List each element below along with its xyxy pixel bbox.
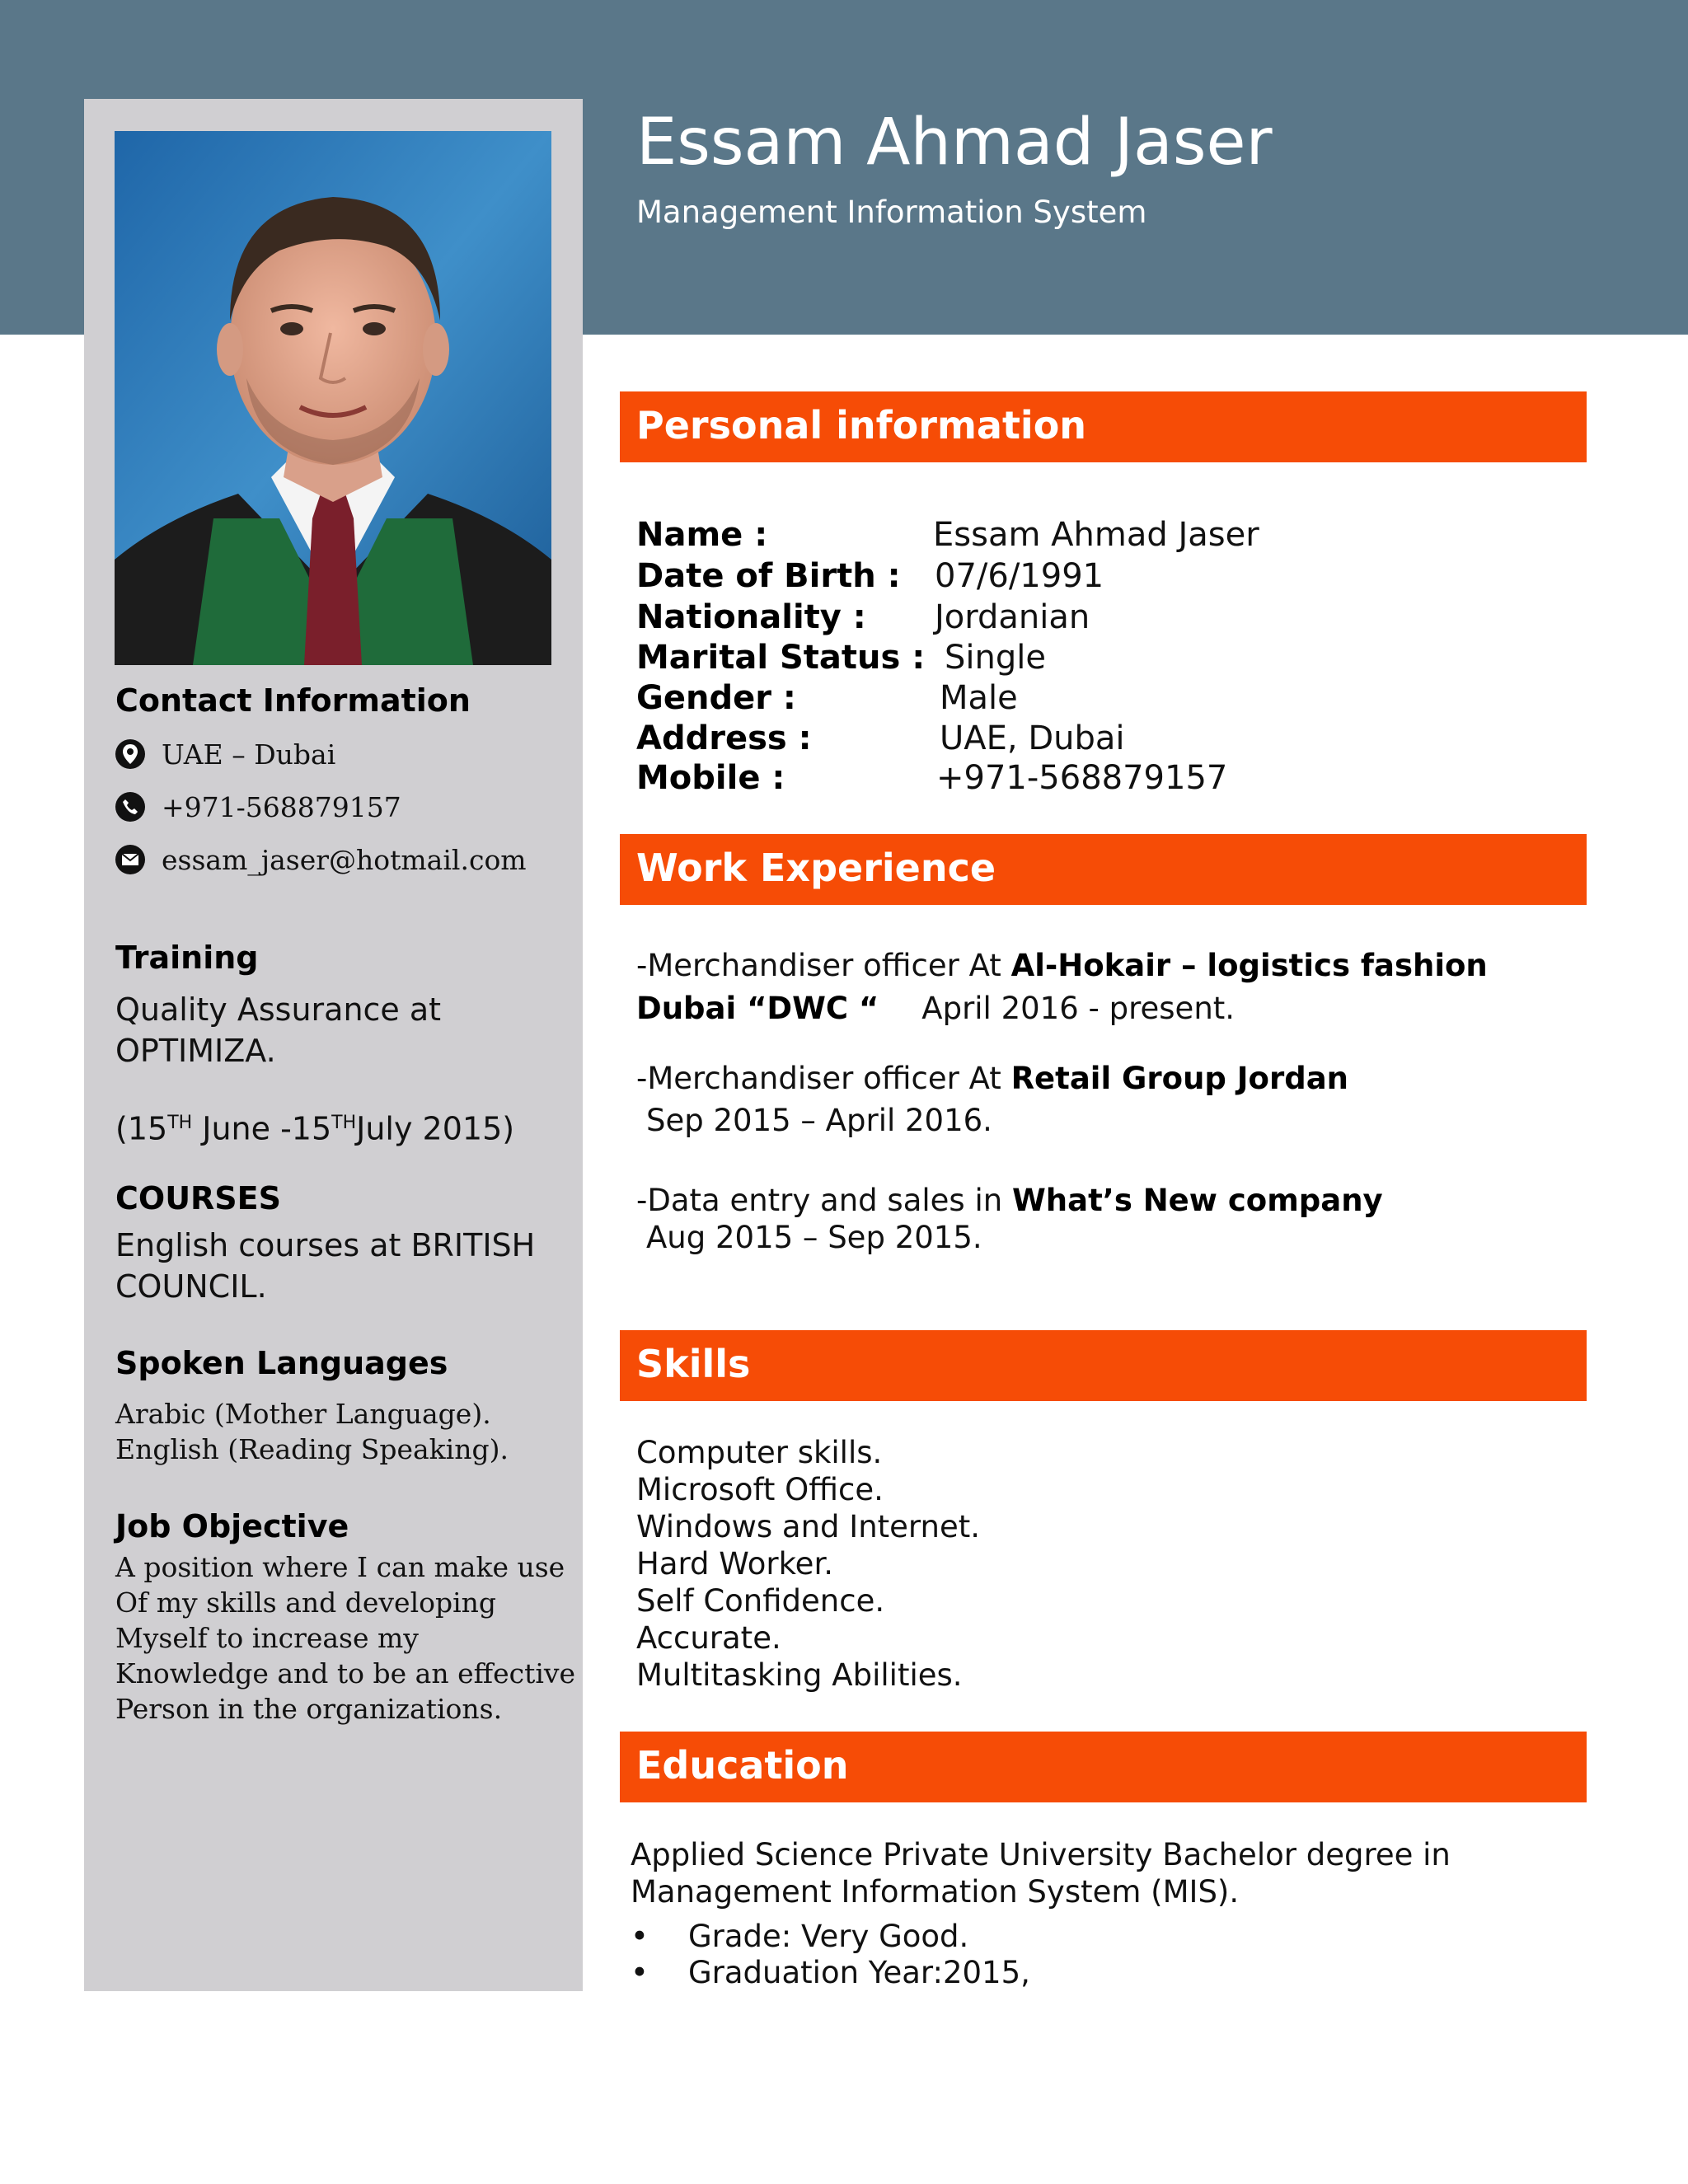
pi-label-mobile: Mobile : [636,759,785,797]
training-heading: Training [115,940,259,976]
pi-value-mobile: +971-568879157 [936,759,1228,797]
objective-line: Person in the organizations. [115,1693,503,1725]
pi-value-marital: Single [945,639,1046,677]
job-1-line-1: -Merchandiser officer At Al-Hokair – logistics fashion [636,948,1488,983]
email-icon [115,845,145,874]
objective-line: A position where I can make use [115,1551,565,1583]
personal-info-bar [620,391,1587,462]
skills-list [636,1434,980,1694]
courses-text [115,1225,535,1307]
candidate-name: Essam Ahmad Jaser [636,105,1273,180]
pi-label-gender: Gender : [636,679,796,717]
job-2-company: Retail Group Jordan [1010,1061,1349,1096]
contact-phone-text: +971-568879157 [162,790,401,823]
job-3-line-1: -Data entry and sales in What’s New company [636,1183,1383,1218]
pi-label-dob: Date of Birth : [636,557,901,595]
objective-line: Myself to increase my [115,1622,419,1654]
languages-heading: Spoken Languages [115,1345,448,1381]
contact-phone [115,788,401,826]
personal-info-heading: Personal information [636,403,1087,448]
job-2-period: Sep 2015 – April 2016. [646,1103,992,1138]
skill-item: Hard Worker. [636,1546,834,1582]
phone-icon [115,792,145,822]
candidate-subtitle: Management Information System [636,194,1147,230]
education-line: Applied Science Private University Bachelor degree in [631,1837,1451,1872]
training-line: Quality Assurance at [115,991,442,1028]
objective-text [115,1549,575,1727]
contact-location [115,735,335,773]
skill-item: Microsoft Office. [636,1472,884,1507]
pi-value-nationality: Jordanian [935,598,1090,636]
work-experience-bar [620,834,1587,905]
education-heading: Education [636,1743,849,1788]
skills-bar [620,1330,1587,1401]
skill-item: Windows and Internet. [636,1509,980,1544]
job-1-period: April 2016 - present. [921,991,1236,1026]
objective-line: Of my skills and developing [115,1586,497,1619]
education-bar [620,1732,1587,1802]
education-bullet: • Grade: Very Good. [631,1919,969,1954]
training-text [115,989,441,1071]
pi-value-name: Essam Ahmad Jaser [933,516,1259,554]
language-item: Arabic (Mother Language). [115,1398,491,1430]
skills-heading: Skills [636,1342,751,1386]
work-experience-heading: Work Experience [636,846,996,890]
pi-label-name: Name : [636,516,768,554]
objective-heading: Job Objective [115,1508,349,1544]
training-line: OPTIMIZA. [115,1033,276,1069]
bullet-dot-icon: • [631,1955,649,1990]
job-3-period: Aug 2015 – Sep 2015. [646,1220,982,1255]
job-1-company-location: Dubai “DWC “ [636,991,879,1026]
contact-email [115,841,527,879]
job-1-line-2 [636,991,1235,1026]
skill-item: Multitasking Abilities. [636,1657,963,1693]
courses-line: English courses at BRITISH [115,1227,536,1263]
profile-photo [115,131,551,665]
objective-line: Knowledge and to be an effective [115,1657,576,1690]
language-item: English (Reading Speaking). [115,1433,509,1465]
pi-label-nationality: Nationality : [636,598,866,636]
training-dates: (15TH June -15THJuly 2015) [115,1110,515,1147]
contact-email-text[interactable]: essam_jaser@hotmail.com [162,843,527,876]
education-line: Management Information System (MIS). [631,1874,1240,1910]
skill-item: Accurate. [636,1620,781,1656]
education-bullet: • Graduation Year:2015, [631,1955,1030,1990]
courses-line: COUNCIL. [115,1268,267,1305]
languages-list [115,1396,509,1467]
job-2-line-1: -Merchandiser officer At Retail Group Jordan [636,1061,1349,1096]
job-3-company: What’s New company [1011,1183,1383,1218]
bullet-dot-icon: • [631,1919,649,1954]
pi-value-address: UAE, Dubai [940,719,1125,757]
courses-heading: COURSES [115,1180,282,1216]
pi-value-gender: Male [940,679,1018,717]
pi-label-marital: Marital Status : [636,639,926,677]
contact-location-text: UAE – Dubai [162,738,336,771]
job-1-company: Al-Hokair – logistics fashion [1010,948,1488,983]
contact-heading: Contact Information [115,682,471,719]
education-description [631,1836,1451,1910]
skill-item: Self Confidence. [636,1583,885,1619]
pi-value-dob: 07/6/1991 [935,557,1104,595]
pi-label-address: Address : [636,719,812,757]
location-pin-icon [115,739,145,769]
skill-item: Computer skills. [636,1435,883,1470]
